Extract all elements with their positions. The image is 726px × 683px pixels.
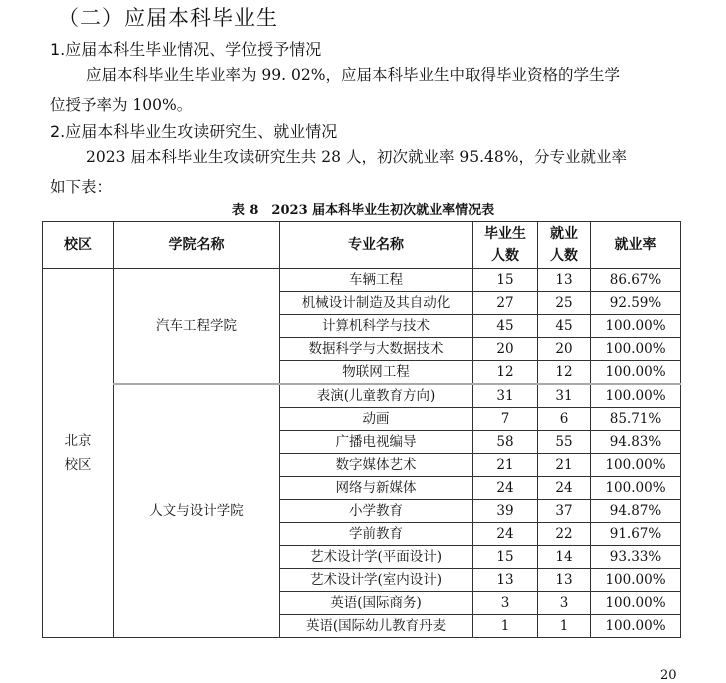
- college-cell: 汽车工程学院: [114, 269, 280, 385]
- subsection-1-title: 1.应届本科生毕业情况、学位授予情况: [50, 40, 322, 59]
- employed-cell: 37: [538, 500, 591, 523]
- rate-cell: 86.67%: [591, 269, 681, 292]
- subsection-2-title: 2.应届本科毕业生攻读研究生、就业情况: [50, 122, 338, 141]
- employed-cell: 24: [538, 477, 591, 500]
- major-cell: 物联网工程: [280, 361, 473, 385]
- rate-cell: 100.00%: [591, 454, 681, 477]
- employed-cell: 20: [538, 338, 591, 361]
- major-cell: 英语(国际幼儿教育丹麦: [280, 615, 473, 638]
- table-caption: 表 8 2023 届本科毕业生初次就业率情况表: [231, 203, 495, 218]
- rate-cell: 100.00%: [591, 615, 681, 638]
- header-rate: 就业率: [591, 222, 681, 269]
- rate-cell: 93.33%: [591, 546, 681, 569]
- graduates-cell: 39: [473, 500, 538, 523]
- major-cell: 机械设计制造及其自动化: [280, 292, 473, 315]
- major-cell: 广播电视编导: [280, 431, 473, 454]
- graduates-cell: 13: [473, 569, 538, 592]
- header-campus: 校区: [43, 222, 114, 269]
- campus-cell: 北京校区: [43, 269, 114, 638]
- graduates-cell: 24: [473, 477, 538, 500]
- employed-cell: 31: [538, 384, 591, 408]
- subsection-1-paragraph: [50, 60, 680, 90]
- graduates-cell: 15: [473, 269, 538, 292]
- rate-cell: 85.71%: [591, 408, 681, 431]
- major-cell: 表演(儿童教育方向): [280, 384, 473, 408]
- rate-cell: 92.59%: [591, 292, 681, 315]
- section-title: （二）应届本科毕业生: [58, 6, 278, 30]
- subsection-2-paragraph: [50, 142, 680, 172]
- header-graduates: 毕业生 人数: [473, 222, 538, 269]
- graduates-cell: 24: [473, 523, 538, 546]
- graduates-cell: 1: [473, 615, 538, 638]
- major-cell: 艺术设计学(平面设计): [280, 546, 473, 569]
- rate-cell: 100.00%: [591, 592, 681, 615]
- major-cell: 数字媒体艺术: [280, 454, 473, 477]
- paragraph-line: 位授予率为 100%。: [50, 96, 193, 114]
- major-cell: 艺术设计学(室内设计): [280, 569, 473, 592]
- employed-cell: 12: [538, 361, 591, 385]
- rate-cell: 100.00%: [591, 315, 681, 338]
- paragraph-line: 如下表：: [50, 178, 113, 196]
- major-cell: 车辆工程: [280, 269, 473, 292]
- employed-cell: 45: [538, 315, 591, 338]
- subsection-2-paragraph-cont: [50, 172, 680, 202]
- graduates-cell: 45: [473, 315, 538, 338]
- rate-cell: 94.83%: [591, 431, 681, 454]
- rate-cell: 100.00%: [591, 384, 681, 408]
- paragraph-line: 应届本科毕业生毕业率为 99. 02%，应届本科毕业生中取得毕业资格的学生学: [86, 66, 620, 84]
- major-cell: 英语(国际商务): [280, 592, 473, 615]
- major-cell: 动画: [280, 408, 473, 431]
- graduates-cell: 3: [473, 592, 538, 615]
- employed-cell: 13: [538, 569, 591, 592]
- employed-cell: 25: [538, 292, 591, 315]
- page-number: 20: [660, 668, 677, 683]
- rate-cell: 94.87%: [591, 500, 681, 523]
- employed-cell: 55: [538, 431, 591, 454]
- college-cell: 人文与设计学院: [114, 384, 280, 638]
- rate-cell: 100.00%: [591, 338, 681, 361]
- rate-cell: 100.00%: [591, 569, 681, 592]
- rate-cell: 91.67%: [591, 523, 681, 546]
- employment-rate-table: [42, 221, 681, 638]
- graduates-cell: 7: [473, 408, 538, 431]
- employed-cell: 3: [538, 592, 591, 615]
- major-cell: 计算机科学与技术: [280, 315, 473, 338]
- graduates-cell: 21: [473, 454, 538, 477]
- employed-cell: 6: [538, 408, 591, 431]
- graduates-cell: 20: [473, 338, 538, 361]
- header-employed: 就业 人数: [538, 222, 591, 269]
- graduates-cell: 27: [473, 292, 538, 315]
- table-header-row: [43, 222, 681, 269]
- graduates-cell: 58: [473, 431, 538, 454]
- major-cell: 网络与新媒体: [280, 477, 473, 500]
- header-major: 专业名称: [280, 222, 473, 269]
- major-cell: 数据科学与大数据技术: [280, 338, 473, 361]
- rate-cell: 100.00%: [591, 361, 681, 385]
- major-cell: 小学教育: [280, 500, 473, 523]
- employed-cell: 13: [538, 269, 591, 292]
- table-row: [43, 384, 681, 408]
- rate-cell: 100.00%: [591, 477, 681, 500]
- major-cell: 学前教育: [280, 523, 473, 546]
- table-row: [43, 269, 681, 292]
- employed-cell: 14: [538, 546, 591, 569]
- employed-cell: 21: [538, 454, 591, 477]
- employed-cell: 1: [538, 615, 591, 638]
- subsection-1-paragraph-cont: [50, 90, 680, 120]
- graduates-cell: 31: [473, 384, 538, 408]
- paragraph-line: 2023 届本科毕业生攻读研究生共 28 人，初次就业率 95.48%，分专业就业率: [86, 148, 627, 166]
- employed-cell: 22: [538, 523, 591, 546]
- graduates-cell: 15: [473, 546, 538, 569]
- graduates-cell: 12: [473, 361, 538, 385]
- header-college: 学院名称: [114, 222, 280, 269]
